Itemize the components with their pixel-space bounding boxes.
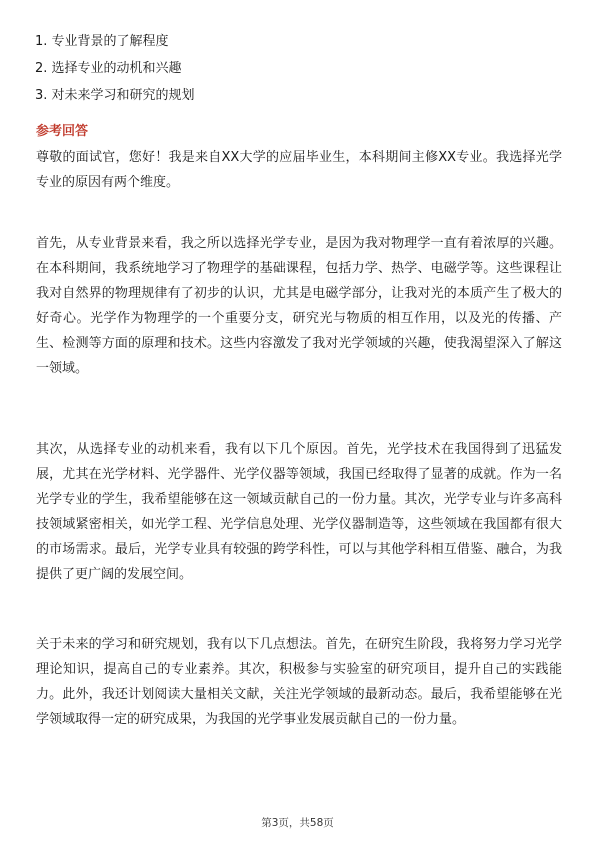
- answer-paragraph-intro: 尊敬的面试官，您好！我是来自XX大学的应届毕业生，本科期间主修XX专业。我选择光学专业的原因有两个维度。: [36, 150, 562, 190]
- list-item: 2. 选择专业的动机和兴趣: [35, 61, 182, 76]
- list-item: 3. 对未来学习和研究的规划: [35, 88, 195, 103]
- answer-paragraph-background: 首先，从专业背景来看，我之所以选择光学专业，是因为我对物理学一直有着浓厚的兴趣。在本科期间，我系统地学习了物理学的基础课程，包括力学、热学、电磁学等。这些课程让我对自然界的物理规律有了初步的认识，尤其是电磁学部分，让我对光的本质产生了极大的好奇心。光学作为物理学的一个重要分支，研究光与物质的相互作用，以及光的传播、产生、检测等方面的原理和技术。这些内容激发了我对光学领域的兴趣，使我渴望深入了解这一领域。: [36, 236, 562, 376]
- answer-heading: 参考回答: [36, 124, 89, 139]
- list-item: 1. 专业背景的了解程度: [35, 34, 169, 49]
- page-number: 第3页，共58页: [261, 817, 334, 829]
- answer-paragraph-plan: 关于未来的学习和研究规划，我有以下几点想法。首先，在研究生阶段，我将努力学习光学理论知识，提高自己的专业素养。其次，积极参与实验室的研究项目，提升自己的实践能力。此外，我还计划阅读大量相关文献，关注光学领域的最新动态。最后，我希望能够在光学领域取得一定的研究成果，为我国的光学事业发展贡献自己的一份力量。: [36, 637, 562, 727]
- answer-paragraph-motivation: 其次，从选择专业的动机来看，我有以下几个原因。首先，光学技术在我国得到了迅猛发展，尤其在光学材料、光学器件、光学仪器等领域，我国已经取得了显著的成就。作为一名光学专业的学生，我希望能够在这一领域贡献自己的一份力量。其次，光学专业与许多高科技领域紧密相关，如光学工程、光学信息处理、光学仪器制造等，这些领域在我国都有很大的市场需求。最后，光学专业具有较强的跨学科性，可以与其他学科相互借鉴、融合，为我提供了更广阔的发展空间。: [36, 442, 562, 582]
- question-list: [35, 34, 565, 115]
